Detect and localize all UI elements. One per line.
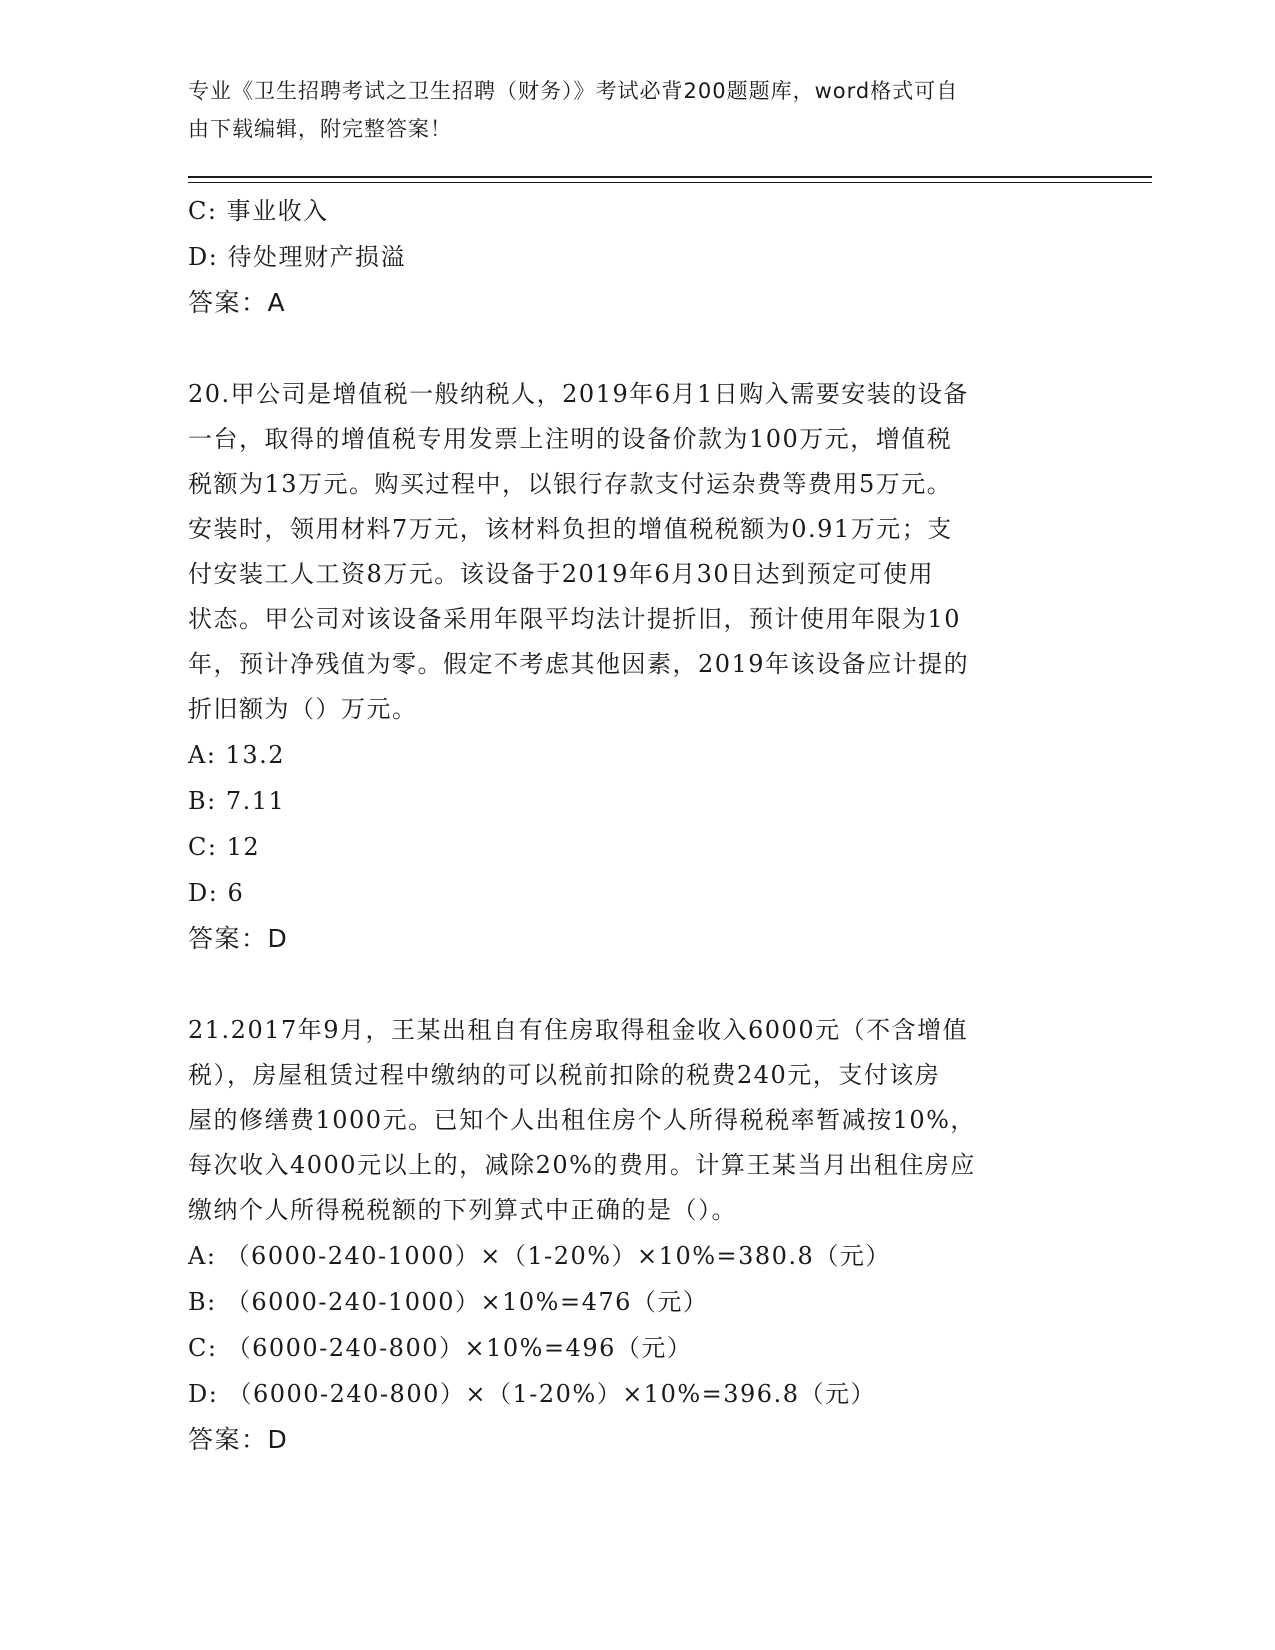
question-20-text-line: 年，预计净残值为零。假定不考虑其他因素，2019年该设备应计提的: [188, 650, 970, 678]
header-line-2: 由下载编辑，附完整答案！: [188, 117, 452, 141]
option-b: B: 7.11: [188, 787, 286, 815]
question-21-text-line: 税），房屋租赁过程中缴纳的可以税前扣除的税费240元，支付该房: [188, 1061, 941, 1089]
option-d: D: 6: [188, 879, 245, 907]
answer-line: 答案：D: [188, 1425, 289, 1454]
option-d: D: （6000-240-800）×（1-20%）×10%=396.8（元）: [188, 1380, 876, 1408]
question-21-block: [188, 1008, 1088, 1463]
question-20-text-line: 税额为13万元。购买过程中，以银行存款支付运杂费等费用5万元。: [188, 470, 953, 498]
question-20-text-line: 20.甲公司是增值税一般纳税人，2019年6月1日购入需要安装的设备: [188, 380, 969, 408]
option-c: C: 12: [188, 833, 261, 861]
answer-line: 答案：D: [188, 924, 289, 953]
question-20-block: [188, 372, 1088, 962]
question-20-text-line: 折旧额为（）万元。: [188, 695, 418, 723]
question-20-text-line: 安装时，领用材料7万元，该材料负担的增值税税额为0.91万元；支: [188, 515, 953, 543]
option-a: A: （6000-240-1000）×（1-20%）×10%=380.8（元）: [188, 1242, 891, 1270]
answer-line: 答案：A: [188, 288, 287, 317]
option-c: C: （6000-240-800）×10%=496（元）: [188, 1334, 693, 1362]
question-21-text-line: 屋的修缮费1000元。已知个人出租住房个人所得税税率暂减按10%，: [188, 1106, 976, 1134]
option-d: D: 待处理财产损溢: [188, 243, 406, 271]
question-21-text-line: 缴纳个人所得税税额的下列算式中正确的是（）。: [188, 1196, 737, 1224]
header-divider-thin: [188, 182, 1152, 183]
question-20-text-line: 一台，取得的增值税专用发票上注明的设备价款为100万元，增值税: [188, 425, 953, 453]
question-20-text-line: 付安装工人工资8万元。该设备于2019年6月30日达到预定可使用: [188, 560, 935, 588]
question-21-text-line: 21.2017年9月，王某出租自有住房取得租金收入6000元（不含增值: [188, 1016, 969, 1044]
option-a: A: 13.2: [188, 741, 285, 769]
document-header: [188, 72, 1068, 148]
question-20-text-line: 状态。甲公司对该设备采用年限平均法计提折旧，预计使用年限为10: [188, 605, 962, 633]
question-21-text-line: 每次收入4000元以上的，减除20%的费用。计算王某当月出租住房应: [188, 1151, 976, 1179]
header-line-1: 专业《卫生招聘考试之卫生招聘（财务）》考试必背200题题库，word格式可自: [188, 79, 959, 103]
prev-question-block: [188, 188, 1088, 326]
option-b: B: （6000-240-1000）×10%=476（元）: [188, 1288, 709, 1316]
header-divider-thick: [188, 176, 1152, 178]
option-c: C: 事业收入: [188, 197, 329, 225]
document-body: [188, 188, 1088, 1463]
